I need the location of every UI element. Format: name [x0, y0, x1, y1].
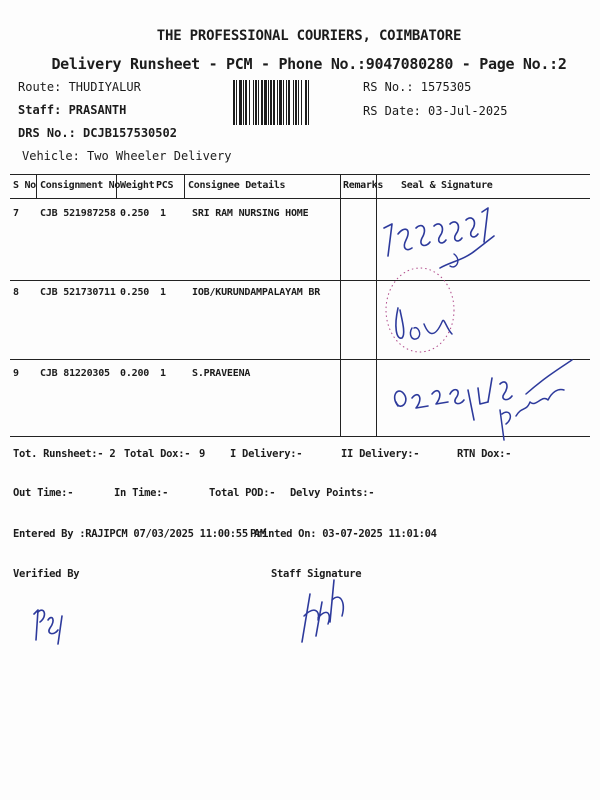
drs-number: DRS No.: DCJB157530502: [18, 126, 177, 140]
seal-signature-drawings: [376, 198, 590, 436]
col-divider: [184, 174, 185, 198]
barcode-bar: [277, 80, 278, 125]
barcode-bar: [295, 80, 297, 125]
entered-by: Entered By :RAJIPCM 07/03/2025 11:00:55 AM: [13, 528, 266, 540]
verified-by-signature-drawing: [30, 600, 80, 650]
runsheet-subtitle: Delivery Runsheet - PCM - Phone No.:9047080280 - Page No.:2: [51, 55, 567, 73]
barcode-bar: [293, 80, 294, 125]
row-2-consignee: IOB/KURUNDAMPALAYAM BR: [192, 287, 321, 298]
barcode-bar: [245, 80, 247, 125]
row-1-sno: 7: [13, 208, 19, 219]
col-header-consignee: Consignee Details: [188, 180, 286, 191]
barcode-bar: [255, 80, 257, 125]
barcode-bar: [239, 80, 242, 125]
rtn-dox: RTN Dox:-: [457, 448, 512, 460]
barcode-bar: [298, 80, 299, 125]
barcode-bar: [305, 80, 307, 125]
rs-number: RS No.: 1575305: [363, 80, 472, 94]
staff: Staff: PRASANTH: [18, 103, 127, 117]
i-delivery: I Delivery:-: [230, 448, 303, 460]
col-header-sno: S No: [13, 180, 36, 191]
row-2-weight: 0.250: [120, 287, 150, 298]
barcode-bar: [243, 80, 244, 125]
col-header-seal: Seal & Signature: [401, 180, 493, 191]
row-2-sno: 8: [13, 287, 19, 298]
row-3-weight: 0.200: [120, 368, 150, 379]
row-1-consignment: CJB 521987258: [40, 208, 116, 219]
barcode-bar: [258, 80, 259, 125]
staff-signature-label: Staff Signature: [271, 568, 362, 580]
row-2-pcs: 1: [160, 287, 166, 298]
table-top-border: [10, 174, 590, 175]
barcode-bar: [273, 80, 275, 125]
barcode-bar: [236, 80, 237, 125]
total-pod: Total POD:-: [209, 487, 276, 499]
row-3-sno: 9: [13, 368, 19, 379]
tot-runsheet: Tot. Runsheet:- 2: [13, 448, 116, 460]
barcode-bar: [249, 80, 250, 125]
company-title: THE PROFESSIONAL COURIERS, COIMBATORE: [156, 28, 462, 44]
col-header-remarks: Remarks: [343, 180, 384, 191]
out-time: Out Time:-: [13, 487, 74, 499]
col-header-pcs: PCS: [156, 180, 174, 191]
printed-on: Printed On: 03-07-2025 11:01:04: [250, 528, 437, 540]
col-header-consignment: Consignment No: [40, 180, 121, 191]
barcode-bar: [268, 80, 269, 125]
ii-delivery: II Delivery:-: [341, 448, 420, 460]
row-1-pcs: 1: [160, 208, 166, 219]
barcode-bar: [261, 80, 263, 125]
delvy-points: Delvy Points:-: [290, 487, 375, 499]
barcode-bar: [233, 80, 235, 125]
barcode-bar: [286, 80, 287, 125]
row-3-consignment: CJB 81220305: [40, 368, 110, 379]
col-divider: [340, 174, 341, 436]
row-3-pcs: 1: [160, 368, 166, 379]
vehicle: Vehicle: Two Wheeler Delivery: [22, 149, 232, 163]
total-dox-value: 9: [199, 448, 206, 460]
col-divider: [36, 174, 37, 198]
row-3-consignee: S.PRAVEENA: [192, 368, 251, 379]
barcode-bar: [264, 80, 267, 125]
barcode-bar: [301, 80, 302, 125]
rs-date: RS Date: 03-Jul-2025: [363, 104, 508, 118]
in-time: In Time:-: [114, 487, 169, 499]
route: Route: THUDIYALUR: [18, 80, 141, 94]
barcode-bar: [279, 80, 282, 125]
total-dox-label: Total Dox:-: [124, 448, 191, 460]
row-2-consignment: CJB 521730711: [40, 287, 116, 298]
staff-signature-drawing: [296, 572, 356, 646]
verified-by-label: Verified By: [13, 568, 80, 580]
barcode-bar: [308, 80, 309, 125]
barcode-bar: [270, 80, 272, 125]
barcode-bar: [283, 80, 284, 125]
barcode-bar: [288, 80, 290, 125]
barcode-image: [233, 80, 354, 125]
row-1-consignee: SRI RAM NURSING HOME: [192, 208, 309, 219]
row-1-weight: 0.250: [120, 208, 150, 219]
barcode-bar: [253, 80, 254, 125]
col-header-weight: Weight: [120, 180, 155, 191]
